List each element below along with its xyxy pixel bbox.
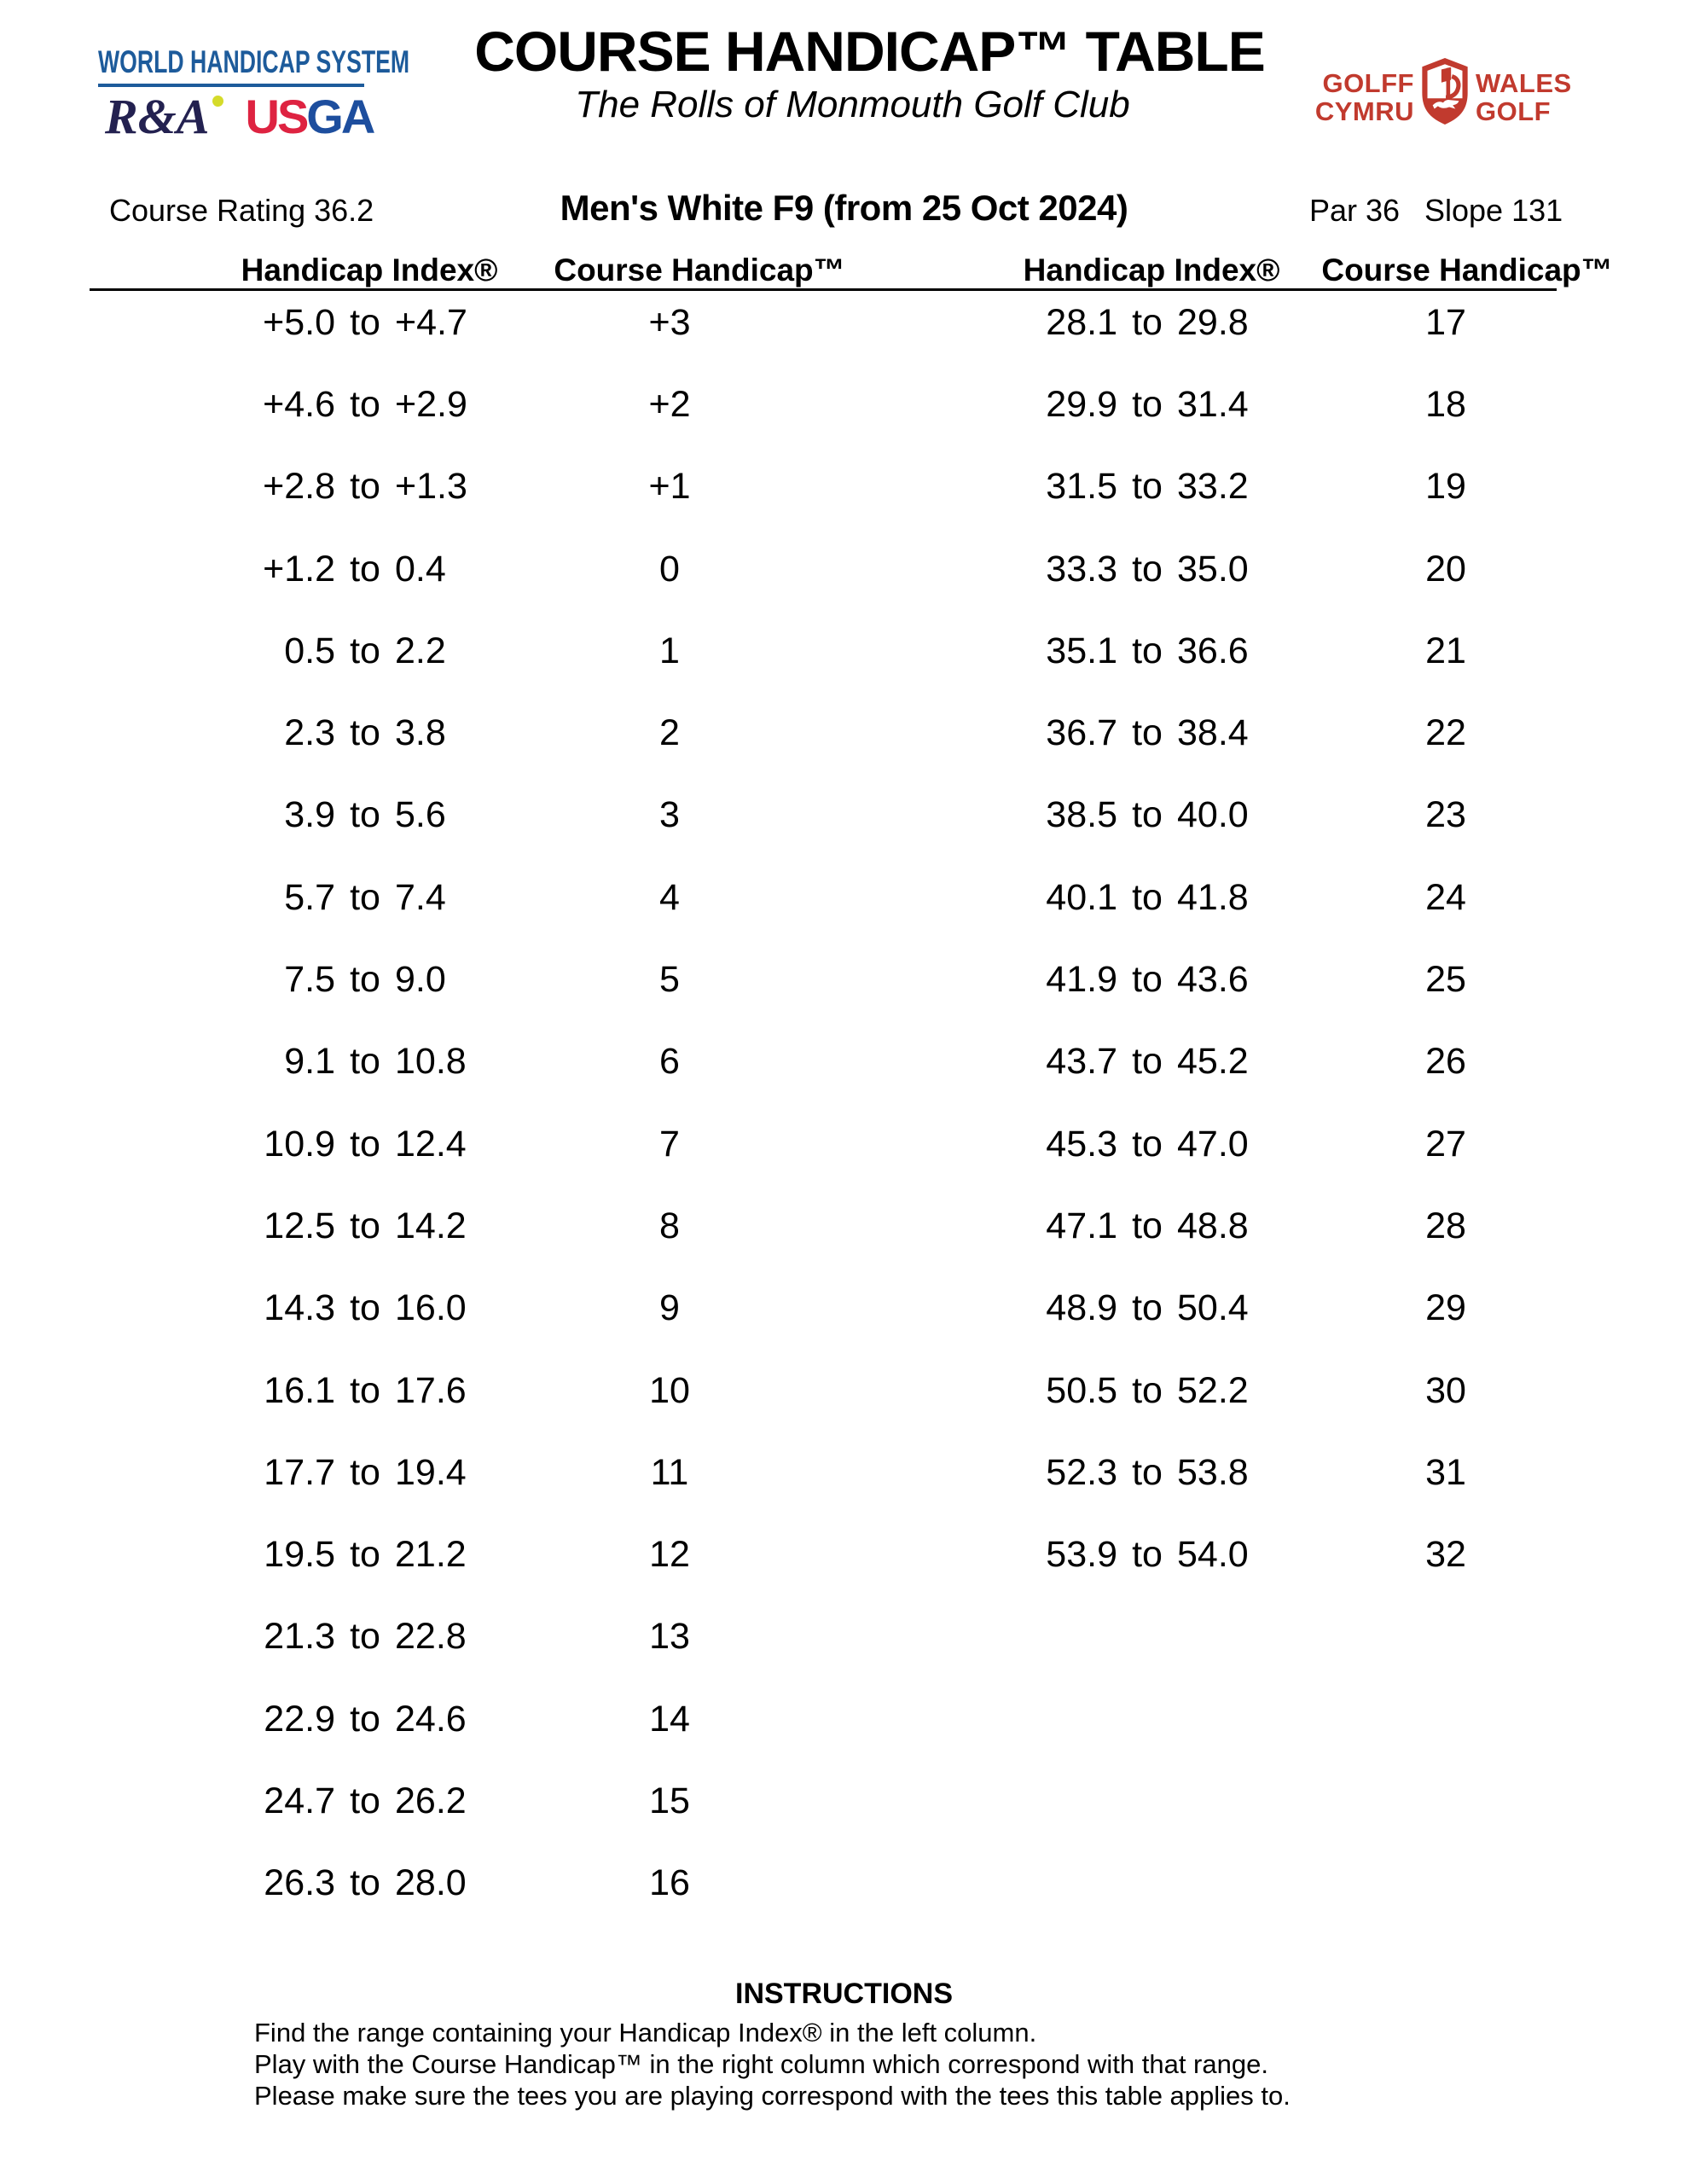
column-header-handicap-index-left: Handicap Index® (241, 253, 498, 288)
table-row (879, 857, 1604, 938)
wales-golf-welsh-text (1314, 69, 1414, 125)
range-high-value: 21.2 (395, 1534, 467, 1576)
range-to-word: to (350, 712, 380, 754)
handicap-table-left-half (90, 282, 840, 1925)
table-row (879, 692, 1604, 774)
course-handicap-value: 23 (1425, 794, 1466, 836)
range-high-value: 28.0 (395, 1862, 467, 1904)
range-high-value: 54.0 (1177, 1534, 1249, 1576)
course-handicap-value: 0 (659, 548, 680, 590)
table-row (90, 1185, 840, 1267)
range-low-value: 2.3 (284, 712, 335, 754)
course-handicap-value: 15 (649, 1780, 690, 1821)
handicap-index-range (879, 1021, 1416, 1103)
handicap-index-range (879, 446, 1416, 528)
table-row (90, 775, 840, 857)
range-low-value: 40.1 (1046, 876, 1117, 918)
range-high-value: 41.8 (1177, 876, 1249, 918)
course-handicap-value: 7 (659, 1123, 680, 1165)
range-low-value: 14.3 (264, 1287, 335, 1329)
table-row (90, 1843, 840, 1925)
handicap-index-range (90, 938, 641, 1020)
range-high-value: 47.0 (1177, 1123, 1249, 1165)
range-low-value: 48.9 (1046, 1287, 1117, 1329)
table-row (879, 775, 1604, 857)
range-to-word: to (350, 1451, 380, 1493)
range-low-value: 21.3 (264, 1616, 335, 1658)
handicap-index-range (90, 1185, 641, 1267)
course-rating: Course Rating 36.2 (109, 193, 374, 228)
range-to-word: to (1132, 794, 1163, 836)
range-to-word: to (1132, 630, 1163, 671)
range-high-value: +1.3 (395, 466, 467, 508)
table-row (879, 528, 1604, 610)
handicap-index-range (879, 1185, 1416, 1267)
handicap-index-range (90, 363, 641, 445)
table-row (879, 610, 1604, 692)
range-to-word: to (350, 301, 380, 343)
course-handicap-value: 14 (649, 1698, 690, 1740)
course-handicap-value: 29 (1425, 1287, 1466, 1329)
course-handicap-value: 22 (1425, 712, 1466, 754)
range-to-word: to (1132, 959, 1163, 1001)
usga-ga-text: GA (306, 90, 374, 143)
handicap-index-range (879, 1268, 1416, 1350)
handicap-index-range (879, 692, 1416, 774)
range-to-word: to (350, 1616, 380, 1658)
range-low-value: +1.2 (263, 548, 335, 590)
course-handicap-value: 17 (1425, 301, 1466, 343)
range-high-value: 3.8 (395, 712, 446, 754)
range-high-value: 14.2 (395, 1205, 467, 1246)
table-row (90, 1268, 840, 1350)
handicap-index-range (879, 1103, 1416, 1185)
handicap-index-range (90, 1596, 641, 1678)
range-high-value: 26.2 (395, 1780, 467, 1821)
range-high-value: 33.2 (1177, 466, 1249, 508)
instructions-line: Please make sure the tees you are playing correspond with the tees this table applies to. (254, 2081, 1291, 2111)
range-low-value: 29.9 (1046, 383, 1117, 425)
range-to-word: to (350, 1534, 380, 1576)
table-row (90, 363, 840, 445)
whs-title: WORLD HANDICAP SYSTEM (98, 44, 410, 79)
course-handicap-value: 27 (1425, 1123, 1466, 1165)
range-to-word: to (1132, 301, 1163, 343)
range-high-value: 10.8 (395, 1041, 467, 1083)
club-name: The Rolls of Monmouth Golf Club (575, 84, 1130, 125)
range-low-value: 10.9 (264, 1123, 335, 1165)
range-high-value: +2.9 (395, 383, 467, 425)
course-handicap-value: 30 (1425, 1369, 1466, 1411)
range-to-word: to (1132, 876, 1163, 918)
handicap-index-range (879, 775, 1416, 857)
table-row (90, 1432, 840, 1513)
handicap-index-range (879, 528, 1416, 610)
table-row (879, 1432, 1604, 1513)
wales-text: WALES (1476, 68, 1572, 98)
range-high-value: 38.4 (1177, 712, 1249, 754)
range-low-value: 31.5 (1046, 466, 1117, 508)
handicap-index-range (90, 1760, 641, 1842)
range-to-word: to (350, 1287, 380, 1329)
course-handicap-value: 1 (659, 630, 680, 671)
range-high-value: 50.4 (1177, 1287, 1249, 1329)
range-high-value: 48.8 (1177, 1205, 1249, 1246)
instructions-heading: INSTRUCTIONS (735, 1978, 953, 2010)
table-row (90, 1596, 840, 1678)
range-to-word: to (350, 466, 380, 508)
range-to-word: to (350, 548, 380, 590)
range-low-value: +2.8 (263, 466, 335, 508)
range-to-word: to (350, 630, 380, 671)
range-to-word: to (350, 1123, 380, 1165)
course-handicap-value: 4 (659, 876, 680, 918)
range-high-value: 53.8 (1177, 1451, 1249, 1493)
handicap-index-range (90, 1513, 641, 1595)
instructions-text (254, 2017, 1291, 2111)
range-low-value: 28.1 (1046, 301, 1117, 343)
range-low-value: 53.9 (1046, 1534, 1117, 1576)
handicap-table-right-half (879, 282, 1604, 1596)
range-low-value: 9.1 (284, 1041, 335, 1083)
course-handicap-value: 2 (659, 712, 680, 754)
handicap-index-range (90, 1021, 641, 1103)
handicap-index-range (90, 1432, 641, 1513)
range-low-value: 5.7 (284, 876, 335, 918)
slope-value: Slope 131 (1424, 193, 1563, 228)
table-row (879, 1103, 1604, 1185)
range-high-value: 12.4 (395, 1123, 467, 1165)
range-low-value: 43.7 (1046, 1041, 1117, 1083)
table-row (879, 1021, 1604, 1103)
range-to-word: to (1132, 1287, 1163, 1329)
range-to-word: to (1132, 1123, 1163, 1165)
range-to-word: to (350, 1205, 380, 1246)
wales-golf-logo (1314, 56, 1572, 126)
range-to-word: to (350, 1780, 380, 1821)
table-row (90, 692, 840, 774)
range-to-word: to (1132, 1451, 1163, 1493)
course-handicap-value: +2 (648, 383, 691, 425)
range-high-value: 36.6 (1177, 630, 1249, 671)
table-row (879, 1513, 1604, 1595)
range-high-value: 16.0 (395, 1287, 467, 1329)
range-low-value: 41.9 (1046, 959, 1117, 1001)
range-low-value: 45.3 (1046, 1123, 1117, 1165)
handicap-index-range (879, 1513, 1416, 1595)
course-handicap-value: 28 (1425, 1205, 1466, 1246)
course-handicap-value: 20 (1425, 548, 1466, 590)
range-low-value: 7.5 (284, 959, 335, 1001)
handicap-index-range (90, 446, 641, 528)
handicap-index-range (90, 610, 641, 692)
range-high-value: 7.4 (395, 876, 446, 918)
handicap-index-range (879, 938, 1416, 1020)
table-row (879, 282, 1604, 363)
table-row (879, 446, 1604, 528)
range-low-value: 22.9 (264, 1698, 335, 1740)
table-row (90, 1513, 840, 1595)
table-row (90, 1678, 840, 1760)
handicap-index-range (90, 1268, 641, 1350)
range-high-value: 31.4 (1177, 383, 1249, 425)
column-header-course-handicap-left: Course Handicap™ (554, 253, 845, 288)
range-high-value: 29.8 (1177, 301, 1249, 343)
range-to-word: to (350, 876, 380, 918)
range-high-value: 43.6 (1177, 959, 1249, 1001)
course-handicap-value: 12 (649, 1534, 690, 1576)
range-low-value: 52.3 (1046, 1451, 1117, 1493)
course-handicap-value: +1 (648, 466, 691, 508)
column-header-handicap-index-right: Handicap Index® (1023, 253, 1280, 288)
wales-golf-english-text (1476, 69, 1572, 125)
range-to-word: to (350, 1862, 380, 1904)
range-to-word: to (350, 1369, 380, 1411)
range-to-word: to (350, 383, 380, 425)
course-handicap-value: +3 (648, 301, 691, 343)
table-row (90, 1103, 840, 1185)
table-row (90, 528, 840, 610)
range-high-value: 24.6 (395, 1698, 467, 1740)
course-handicap-value: 8 (659, 1205, 680, 1246)
course-handicap-value: 18 (1425, 383, 1466, 425)
table-row (90, 1021, 840, 1103)
randa-text: R&A (105, 89, 210, 144)
range-low-value: 19.5 (264, 1534, 335, 1576)
range-to-word: to (1132, 1205, 1163, 1246)
range-to-word: to (1132, 466, 1163, 508)
course-handicap-value: 10 (649, 1369, 690, 1411)
handicap-index-range (90, 1350, 641, 1432)
range-to-word: to (1132, 548, 1163, 590)
range-low-value: 3.9 (284, 794, 335, 836)
range-low-value: 0.5 (284, 630, 335, 671)
course-handicap-value: 16 (649, 1862, 690, 1904)
course-handicap-value: 26 (1425, 1041, 1466, 1083)
table-row (90, 282, 840, 363)
range-high-value: 5.6 (395, 794, 446, 836)
range-high-value: 22.8 (395, 1616, 467, 1658)
range-low-value: +5.0 (263, 301, 335, 343)
wales-golf-shield-icon (1420, 56, 1470, 126)
range-to-word: to (350, 794, 380, 836)
range-low-value: 36.7 (1046, 712, 1117, 754)
table-row (90, 857, 840, 938)
table-row (879, 1268, 1604, 1350)
handicap-index-range (90, 857, 641, 938)
tee-set-title: Men's White F9 (from 25 Oct 2024) (560, 188, 1128, 228)
golff-text: GOLFF (1322, 68, 1414, 98)
range-to-word: to (1132, 1369, 1163, 1411)
range-low-value: 16.1 (264, 1369, 335, 1411)
handicap-index-range (879, 282, 1416, 363)
course-handicap-value: 13 (649, 1616, 690, 1658)
table-row (90, 610, 840, 692)
range-to-word: to (350, 1698, 380, 1740)
table-row (879, 938, 1604, 1020)
golf-text: GOLF (1476, 96, 1552, 126)
range-high-value: 2.2 (395, 630, 446, 671)
course-handicap-value: 6 (659, 1041, 680, 1083)
range-to-word: to (1132, 1534, 1163, 1576)
range-low-value: 12.5 (264, 1205, 335, 1246)
handicap-index-range (90, 1678, 641, 1760)
instructions-line: Find the range containing your Handicap Index® in the left column. (254, 2018, 1037, 2048)
instructions-line: Play with the Course Handicap™ in the right column which correspond with that range. (254, 2049, 1268, 2079)
range-high-value: 17.6 (395, 1369, 467, 1411)
range-high-value: 52.2 (1177, 1369, 1249, 1411)
range-high-value: 40.0 (1177, 794, 1249, 836)
table-row (90, 446, 840, 528)
range-high-value: 45.2 (1177, 1041, 1249, 1083)
course-handicap-value: 24 (1425, 876, 1466, 918)
handicap-index-range (90, 692, 641, 774)
cymru-text: CYMRU (1314, 96, 1414, 126)
range-low-value: 26.3 (264, 1862, 335, 1904)
usga-us-text: US (245, 90, 307, 143)
table-row (879, 1185, 1604, 1267)
range-high-value: +4.7 (395, 301, 467, 343)
range-low-value: 17.7 (264, 1451, 335, 1493)
column-header-course-handicap-right: Course Handicap™ (1321, 253, 1613, 288)
course-handicap-value: 3 (659, 794, 680, 836)
range-high-value: 35.0 (1177, 548, 1249, 590)
range-high-value: 0.4 (395, 548, 446, 590)
table-row (90, 938, 840, 1020)
range-to-word: to (350, 1041, 380, 1083)
range-high-value: 19.4 (395, 1451, 467, 1493)
course-handicap-value: 9 (659, 1287, 680, 1329)
handicap-index-range (879, 857, 1416, 938)
range-to-word: to (350, 959, 380, 1001)
course-handicap-value: 32 (1425, 1534, 1466, 1576)
course-handicap-value: 25 (1425, 959, 1466, 1001)
handicap-index-range (90, 528, 641, 610)
table-row (90, 1350, 840, 1432)
range-low-value: 35.1 (1046, 630, 1117, 671)
handicap-index-range (879, 610, 1416, 692)
table-row (879, 1350, 1604, 1432)
course-handicap-value: 21 (1425, 630, 1466, 671)
course-handicap-value: 11 (650, 1451, 689, 1493)
table-row (90, 1760, 840, 1842)
course-handicap-value: 5 (659, 959, 680, 1001)
handicap-index-range (90, 1843, 641, 1925)
range-high-value: 9.0 (395, 959, 446, 1001)
range-low-value: 38.5 (1046, 794, 1117, 836)
range-low-value: 24.7 (264, 1780, 335, 1821)
range-to-word: to (1132, 383, 1163, 425)
range-low-value: 33.3 (1046, 548, 1117, 590)
table-row (879, 363, 1604, 445)
range-low-value: 50.5 (1046, 1369, 1117, 1411)
range-to-word: to (1132, 712, 1163, 754)
handicap-index-range (879, 1432, 1416, 1513)
range-low-value: +4.6 (263, 383, 335, 425)
course-handicap-value: 31 (1425, 1451, 1466, 1493)
handicap-index-range (879, 1350, 1416, 1432)
course-handicap-value: 19 (1425, 466, 1466, 508)
handicap-index-range (90, 1103, 641, 1185)
handicap-index-range (879, 363, 1416, 445)
par-value: Par 36 (1309, 193, 1401, 228)
handicap-index-range (90, 282, 641, 363)
range-to-word: to (1132, 1041, 1163, 1083)
page-title: COURSE HANDICAP™ TABLE (474, 20, 1265, 83)
handicap-index-range (90, 775, 641, 857)
range-low-value: 47.1 (1046, 1205, 1117, 1246)
